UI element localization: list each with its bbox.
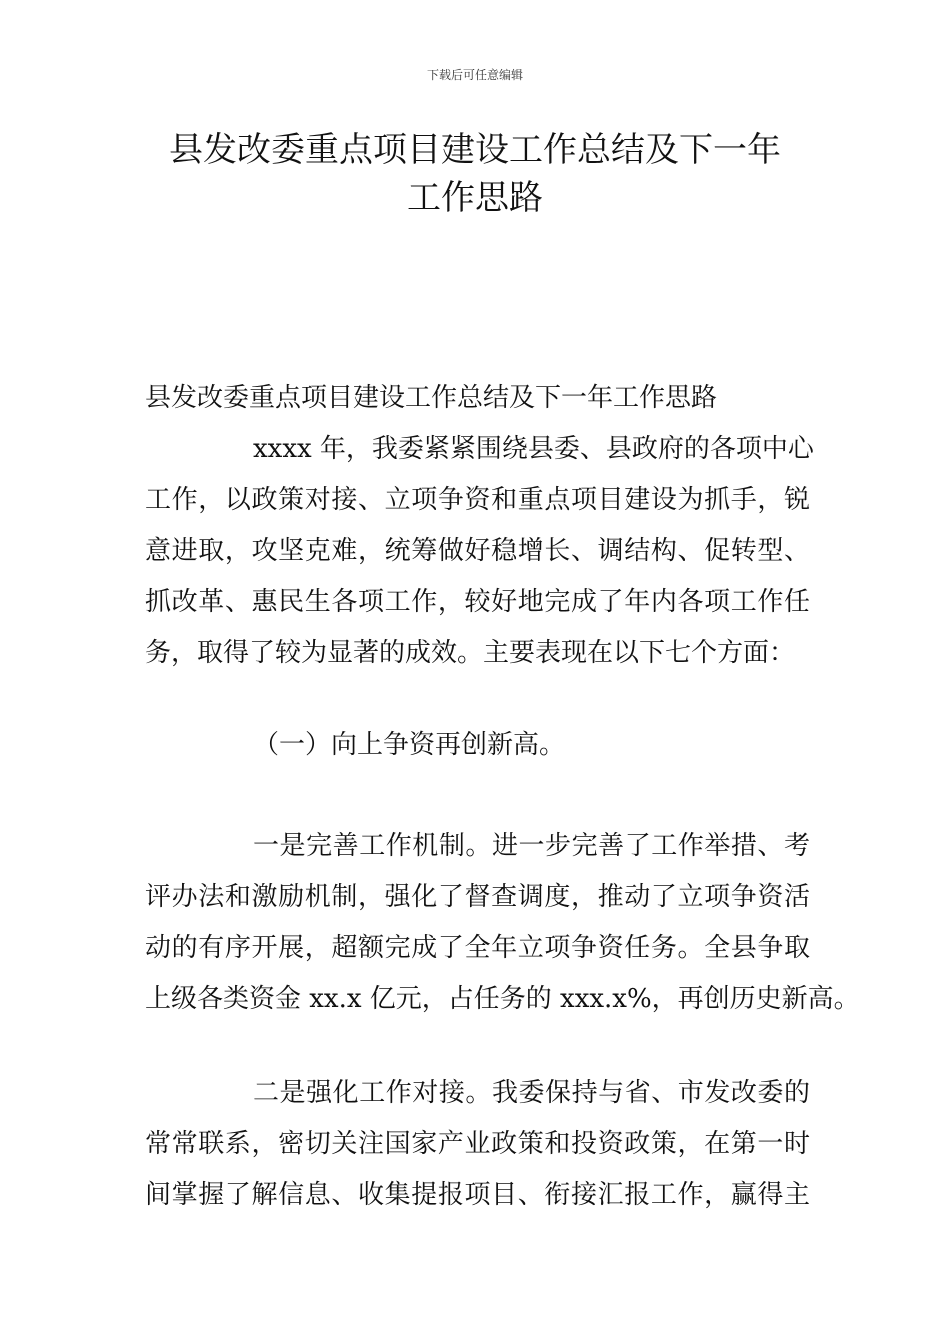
paragraph-docking [145, 1068, 810, 1221]
header-note: 下载后可任意编辑 [426, 68, 523, 82]
title-line-1: 县发改委重点项目建设工作总结及下一年 [169, 130, 781, 170]
paragraph-line: 动的有序开展，超额完成了全年立项争资任务。全县争取 [145, 933, 810, 963]
paragraph-line: xxxx 年，我委紧紧围绕县委、县政府的各项中心 [253, 434, 814, 464]
paragraph-line: 间掌握了解信息、收集提报项目、衔接汇报工作，赢得主 [145, 1180, 810, 1210]
section-heading-text: （一）向上争资再创新高。 [253, 730, 566, 760]
paragraph-line: 工作，以政策对接、立项争资和重点项目建设为抓手，锐 [145, 485, 810, 515]
paragraph-line: 抓改革、惠民生各项工作，较好地完成了年内各项工作任 [145, 587, 810, 617]
title-line-2: 工作思路 [407, 178, 543, 218]
paragraph-line: 评办法和激励机制，强化了督查调度，推动了立项争资活 [145, 882, 810, 912]
subtitle-text: 县发改委重点项目建设工作总结及下一年工作思路 [145, 383, 718, 413]
paragraph-line: 二是强化工作对接。我委保持与省、市发改委的 [253, 1078, 810, 1108]
paragraph-line: 一是完善工作机制。进一步完善了工作举措、考 [253, 831, 810, 861]
paragraph-line: 务，取得了较为显著的成效。主要表现在以下七个方面： [145, 638, 796, 668]
paragraph-line: 上级各类资金 xx.x 亿元，占任务的 xxx.x%，再创历史新高。 [145, 984, 860, 1014]
paragraph-intro [145, 424, 814, 679]
document-title [60, 126, 890, 222]
section-heading [145, 720, 810, 771]
paragraph-mechanism [145, 821, 860, 1025]
paragraph-line: 意进取，攻坚克难，统筹做好稳增长、调结构、促转型、 [145, 536, 810, 566]
subtitle-line [145, 373, 810, 424]
paragraph-line: 常常联系，密切关注国家产业政策和投资政策，在第一时 [145, 1129, 810, 1159]
